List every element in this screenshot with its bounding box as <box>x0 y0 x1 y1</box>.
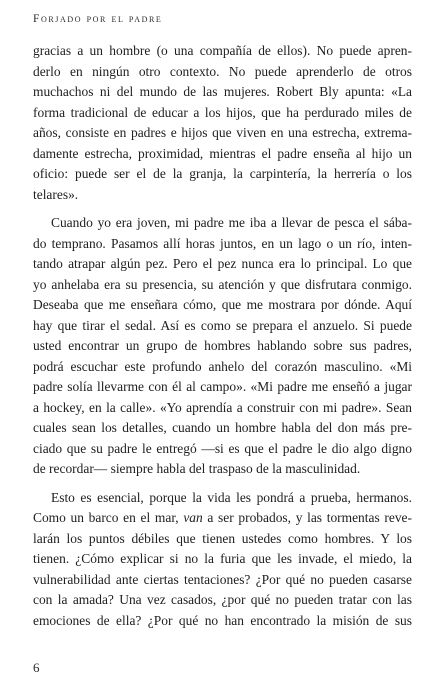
text-line: gracias a un hombre (o una compañía de ellos). No puede apren- <box>33 43 412 58</box>
text-line: usted encontrar un grupo de hombres hablando sobre sus padres, <box>33 338 412 353</box>
text-line: hay que tirar el sedal. Así es como se prepara el anzuelo. Si puede <box>33 317 412 333</box>
text-line: tando atrapar algún pez. Pero el pez nunca era lo principal. Lo que <box>33 256 412 271</box>
text-line: vulnerabilidad ante ciertas tentaciones? ¿Por qué no pueden casarse <box>33 571 412 587</box>
text-line: Como un barco en el mar, van a ser probados, y las tormentas reve- <box>33 510 412 525</box>
text-line: forma tradicional de educar a los hijos, que ha perdurado miles de <box>33 104 412 120</box>
text-line: telares». <box>33 186 79 202</box>
running-head: Forjado por el padre <box>33 13 163 25</box>
text-line: Cuando yo era joven, mi padre me iba a llevar de pesca el sába- <box>51 215 412 230</box>
text-line: Esto es esencial, porque la vida les pondrá a prueba, hermanos. <box>51 489 412 505</box>
text-line: derlo en ningún otro contexto. No puede aprenderlo de otros <box>33 63 412 79</box>
text-line: emociones de ella? ¿Por qué no han encontrado la misión de sus <box>33 612 412 628</box>
text-line: Deseaba que me enseñara cómo, que me mostrara por dónde. Aquí <box>33 297 412 312</box>
text-line: de recordar— siempre habla del traspaso de la masculinidad. <box>33 461 361 476</box>
page-number: 6 <box>33 660 40 675</box>
text-line: con la amada? Una vez casados, ¿por qué no pueden tratar con las <box>33 592 412 607</box>
paragraph-1 <box>33 41 412 205</box>
emphasis-van: van <box>183 510 203 525</box>
text-line: a hockey, en la calle». «Yo aprendía a construir con mi padre». Sean <box>33 399 412 415</box>
text-line: muchachos ni del mundo de las mujeres. Robert Bly apunta: «La <box>33 84 412 99</box>
paragraph-2 <box>33 213 412 480</box>
text-line: ciado que su padre le entregó —si es que el padre le dio algo digno <box>33 440 412 456</box>
text-line: damente estrecha, proximidad, mientras el padre enseña al hijo un <box>33 145 412 161</box>
text-line: yo anhelaba era su presencia, su atención y que disfrutara conmigo. <box>33 276 412 292</box>
text-line: larán los puntos débiles que tienen ustedes como hombres. Y los <box>33 530 412 546</box>
text-line: años, consiste en padres e hijos que viven en una estrecha, extrema- <box>33 125 412 140</box>
text-line: podrá escuchar este profundo anhelo del corazón masculino. «Mi <box>33 358 412 374</box>
text-line: cuales sean los detalles, cuando un hombre habla del don más pre- <box>33 420 412 435</box>
text-line: padre solía llevarme con él al campo». «Mi padre me enseñó a jugar <box>33 379 412 394</box>
text-line: tienen. ¿Cómo explicar si no la furia que les invade, el miedo, la <box>33 551 412 566</box>
text-line: do temprano. Pasamos allí horas juntos, en un lago o un río, inten- <box>33 235 412 251</box>
text-line: oficio: puede ser el de la granja, la carpintería, la herrería o los <box>33 166 412 181</box>
paragraph-3 <box>33 488 412 632</box>
body-text <box>33 41 412 639</box>
